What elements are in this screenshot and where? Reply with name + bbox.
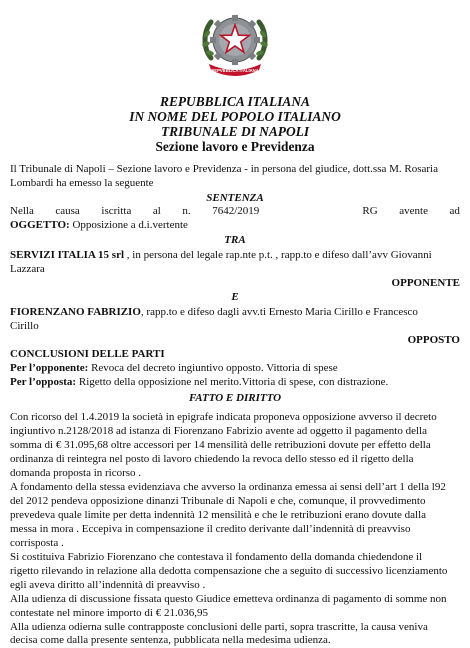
body-line: Alla udienza di discussione fissata questo Giudice emetteva ordinanza di pagamento di somme non (10, 593, 447, 605)
republic-emblem-icon (197, 4, 273, 80)
sentenza-heading: SENTENZA (206, 192, 264, 204)
causa-word: avente (399, 205, 428, 217)
party1-text: , in persona del legale rap.nte p.t. , rapp.to e difeso dall’avv Giovanni (124, 249, 432, 261)
header-popolo: IN NOME DEL POPOLO ITALIANO (129, 109, 341, 124)
body-line: Con ricorso del 1.4.2019 la società in epigrafe indicata proponeva opposizione avverso il decreto (10, 411, 437, 423)
causa-word: ad (449, 205, 460, 217)
body-line: Si costituiva Fabrizio Fiorenzano che contestava il fondamento della domanda chiedendone il (10, 551, 423, 563)
intro-line-2: Lombardi ha emesso la seguente (10, 177, 154, 189)
conclusioni-opposta (10, 376, 460, 390)
body-line: ingiuntivo n.2128/2018 ad istanza di Fiorenzano Fabrizio avente ad oggetto il pagamento della (10, 425, 427, 437)
header-sezione: Sezione lavoro e Previdenza (155, 139, 315, 154)
causa-line (10, 205, 460, 219)
body-line: ordinanza di reintegra nel posto di lavoro chiedendo la revoca dello stesso ed il rigetto della (10, 453, 414, 465)
causa-word: al (152, 205, 161, 217)
party1-line-2: Lazzara (10, 263, 45, 275)
body-line: del 2012 pendeva opposizione dinanzi Tribunale di Napoli e che, comunque, il provvedimento (10, 495, 426, 507)
oggetto-text: Opposizione a d.i.vertente (69, 219, 188, 231)
causa-word: iscritta (101, 205, 132, 217)
body-line: egli aveva diritto all’indennità di preavviso . (10, 579, 206, 591)
opponente-text: Revoca del decreto ingiuntivo opposto. Vittoria di spese (88, 362, 338, 374)
conclusioni-opponente (10, 362, 460, 376)
party1-line-1 (10, 249, 460, 263)
causa-word: Nella (10, 205, 34, 217)
party2-name: FIORENZANO FABRIZIO (10, 306, 141, 318)
party1-name: SERVIZI ITALIA 15 srl (10, 249, 125, 261)
party2-line-1 (10, 306, 460, 320)
causa-word: causa (55, 205, 80, 217)
causa-word: n. (182, 205, 191, 217)
opponente-label: Per l’opponente: (10, 362, 89, 374)
body-line: rigetto rilevando in relazione alla dedotta compensazione che a seguito di successivo licenziamento (10, 565, 448, 577)
oggetto-line (10, 219, 460, 233)
opposta-text: Rigetto della opposizione nel merito.Vittoria di spese, con distrazione. (76, 376, 389, 388)
body-line: domanda proposta in ricorso . (10, 467, 142, 479)
body-line: Alla udienza odierna sulle contrapposte conclusioni delle parti, sopra trascritte, la causa veniva (10, 621, 428, 633)
tra-heading: TRA (224, 234, 246, 246)
party2-role: OPPOSTO (407, 334, 460, 346)
svg-text:REPVBBLICA ITALIANA: REPVBBLICA ITALIANA (211, 68, 259, 73)
e-heading: E (231, 291, 239, 303)
body-line: A fondamento della stessa evidenziava che avverso la ordinanza emessa ai sensi dell’art 1 della l92 (10, 481, 446, 493)
body-line: prevedeva quale limite per detta indennità 12 mensilità e che le retribuzioni erano dovute dalla (10, 509, 427, 521)
party2-text: , rapp.to e difeso dagli avv.ti Ernesto Maria Cirillo e Francesco (140, 306, 418, 318)
body-line: decisa come dalla presente sentenza, pubblicata nella medesima udienza. (10, 634, 331, 646)
body-line: corrisposta . (10, 537, 64, 549)
header-republic: REPUBBLICA ITALIANA (160, 94, 310, 109)
opposta-label: Per l’opposta: (10, 376, 77, 388)
body-line: somma di € 31.095,68 oltre accessori per 14 mensilità delle retribuzioni dovute per effetto della (10, 439, 431, 451)
causa-number: 7642/2019 (212, 205, 260, 217)
conclusioni-title: CONCLUSIONI DELLE PARTI (10, 348, 165, 360)
party1-role: OPPONENTE (391, 277, 460, 289)
body-line: messa in mora . Eccepiva in compensazione il credito derivante dall’indennità di preavviso (10, 523, 411, 535)
intro-line-1: Il Tribunale di Napoli – Sezione lavoro e Previdenza - in persona del giudice, dott.ssa M. Rosaria (10, 163, 438, 175)
body-line: contestate nel minore importo di € 21.036,95 (10, 607, 208, 619)
oggetto-label: OGGETTO: (10, 219, 70, 231)
party2-line-2: Cirillo (10, 320, 39, 332)
fatto-heading: FATTO E DIRITTO (188, 392, 282, 404)
causa-word: RG (362, 205, 378, 217)
header-tribunale: TRIBUNALE DI NAPOLI (160, 124, 310, 139)
